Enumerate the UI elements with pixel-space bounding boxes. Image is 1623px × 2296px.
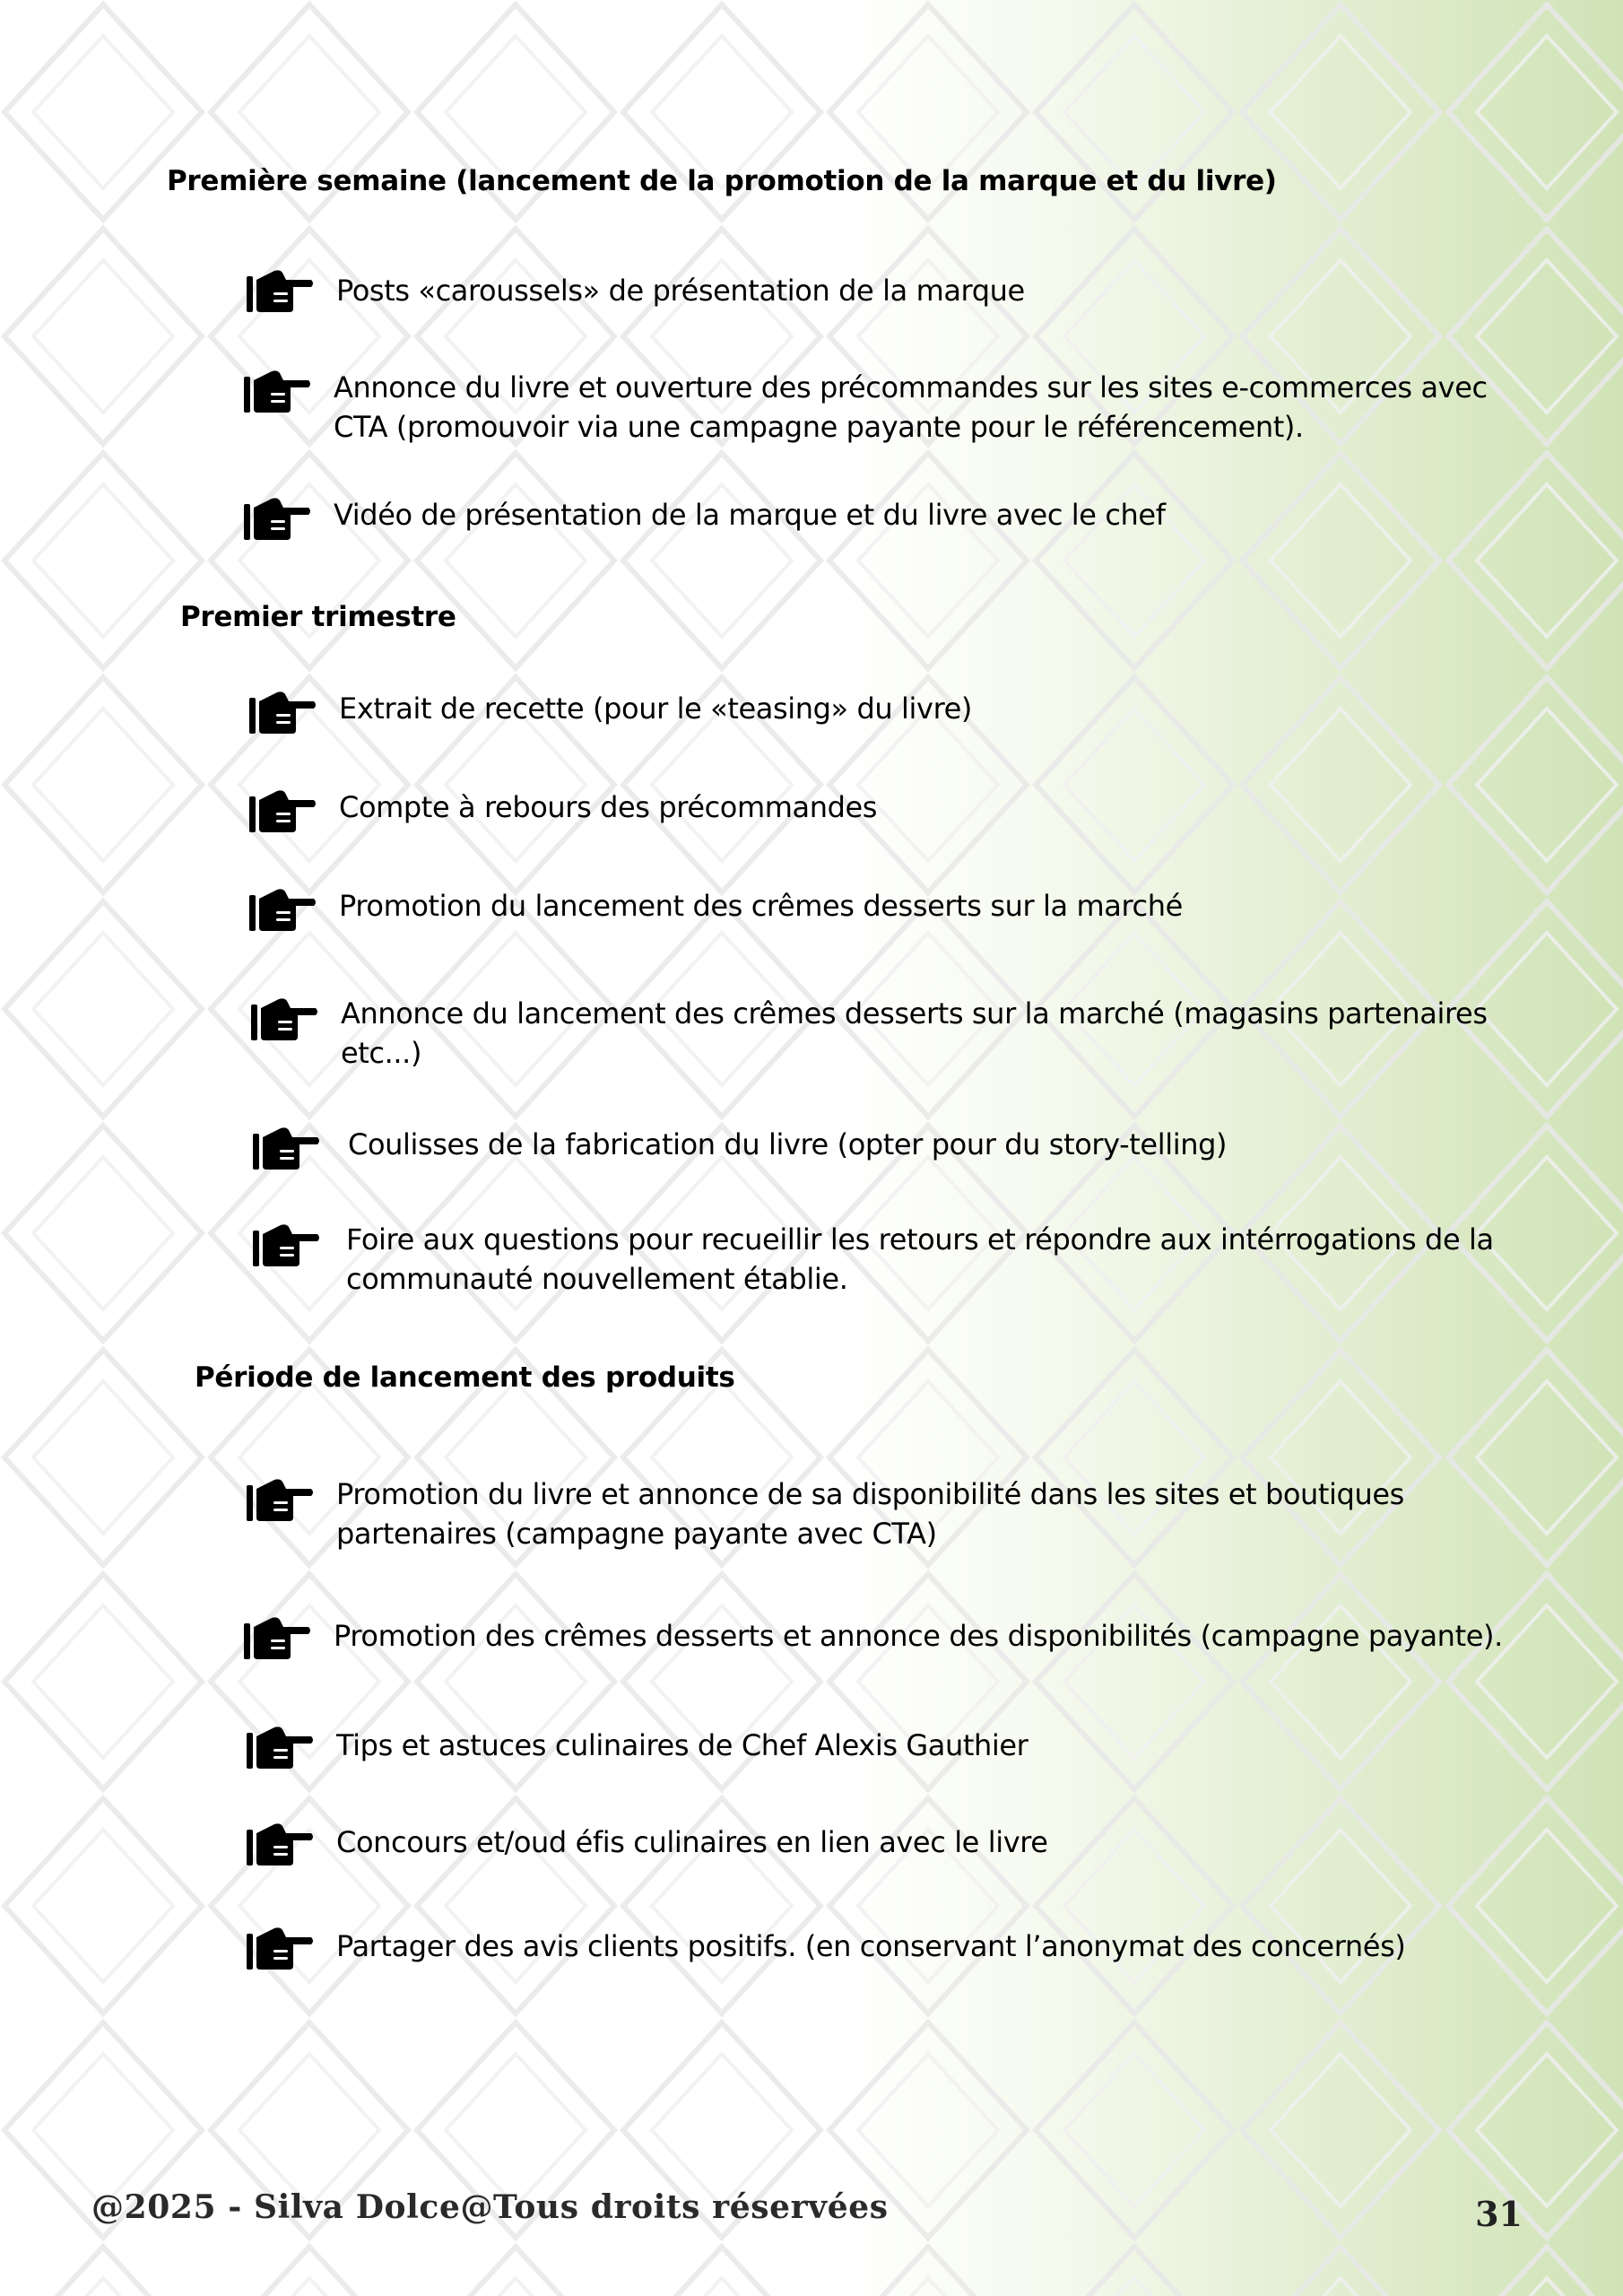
pointing-hand-icon <box>244 368 312 414</box>
page-number: 31 <box>1475 2194 1523 2234</box>
pointing-hand-icon <box>247 1821 315 1867</box>
section-title-launch-period: Période de lancement des produits <box>195 1361 735 1394</box>
item-text: Posts «caroussels» de présentation de la marque <box>336 274 1025 308</box>
item-text: Promotion du livre et annonce de sa disponibilité dans les sites et boutiques partenaires (campagne payante avec CTA) <box>336 1477 1404 1551</box>
pointing-hand-icon <box>247 267 315 314</box>
pointing-hand-icon <box>244 1614 312 1661</box>
pointing-hand-icon <box>247 1476 315 1523</box>
pointing-hand-icon <box>251 996 319 1042</box>
item-text: Partager des avis clients positifs. (en conservant l’anonymat des concernés) <box>336 1929 1406 1963</box>
section-title-first-week: Première semaine (lancement de la promotion de la marque et du livre) <box>167 165 1277 197</box>
pointing-hand-icon <box>247 1724 315 1770</box>
item-text: Promotion des crêmes desserts et annonce des disponibilités (campagne payante). <box>334 1619 1503 1653</box>
pointing-hand-icon <box>249 787 317 834</box>
item-text: Promotion du lancement des crêmes desserts sur la marché <box>339 889 1183 923</box>
pointing-hand-icon <box>253 1222 321 1268</box>
item-text: Vidéo de présentation de la marque et du livre avec le chef <box>334 498 1166 532</box>
pointing-hand-icon <box>249 689 317 735</box>
pointing-hand-icon <box>247 1925 315 1971</box>
pointing-hand-icon <box>244 495 312 542</box>
pointing-hand-icon <box>253 1125 321 1171</box>
item-text: Annonce du livre et ouverture des précommandes sur les sites e-commerces avec CTA (promouvoir via une campagne payante pour le référencement). <box>334 370 1488 444</box>
item-text: Compte à rebours des précommandes <box>339 790 878 824</box>
pointing-hand-icon <box>249 886 317 933</box>
item-text: Coulisses de la fabrication du livre (opter pour du story-telling) <box>348 1127 1228 1161</box>
section-title-first-quarter: Premier trimestre <box>180 601 456 633</box>
item-text: Tips et astuces culinaires de Chef Alexis Gauthier <box>336 1728 1028 1762</box>
item-text: Annonce du lancement des crêmes desserts sur la marché (magasins partenaires etc...) <box>341 996 1488 1070</box>
footer-copyright: @2025 - Silva Dolce@Tous droits réservées <box>91 2188 889 2226</box>
item-text: Extrait de recette (pour le «teasing» du livre) <box>339 691 972 726</box>
item-text: Foire aux questions pour recueillir les retours et répondre aux intérrogations de la communauté nouvellement établie. <box>346 1222 1494 1296</box>
item-text: Concours et/oud éfis culinaires en lien avec le livre <box>336 1825 1048 1859</box>
